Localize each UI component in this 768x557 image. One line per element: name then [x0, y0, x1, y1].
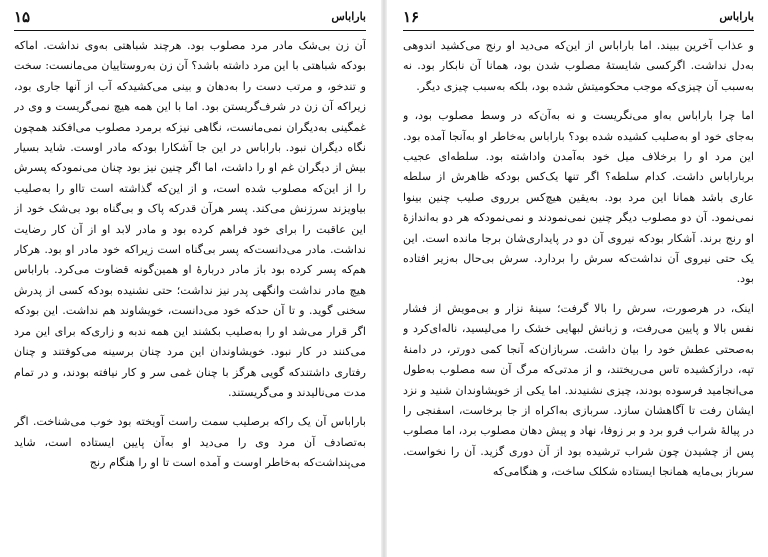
right-page-header — [403, 8, 754, 30]
left-page — [0, 0, 381, 557]
right-running-head: باراباس — [719, 10, 754, 23]
right-page-body — [403, 36, 754, 552]
left-page-number: ۱۵ — [14, 8, 31, 26]
paragraph: و عذاب آخرین ببیند. اما باراباس از این‌که می‌دید او رنج می‌کشید اندوهی به‌دل نداشت. اگرکسی شایستهٔ مصلوب شدن بود، همانا آن نابکار بود. نه به‌سبب آن چیزی‌که موجب محکومیتش شده بود، بلکه به‌سبب چیزی دیگر. — [403, 39, 754, 93]
left-header-rule — [14, 30, 366, 31]
right-page-number: ۱۶ — [403, 8, 420, 26]
paragraph: آن زن بی‌شک مادر مرد مصلوب بود. هرچند شباهتی به‌وی نداشت. اما‌که بود‌که شباهتی با این مرد داشته باشد؟ آن زن به‌روستاییان می‌مانست: سخت و تندخو، و مرتب دست را به‌دهان و بینی می‌کشید‌که آب از آنها جاری بود، زیرا‌که آن زن در شرف‌گریستن بود. اما با این همه هیچ نمی‌گریست و وی در غمگینی به‌دیگران نمی‌مانست، نگاهی نیز‌که برمرد مصلوب می‌افکند همچون نگاه دیگران نبود. باراباس در این جا آشکارا بود‌که مادر اوست. شاید بسیار بیش از دیگران غم او را داشت، اما اگر چنین نیز بود چنان می‌نمود‌که پسرش را از این‌که مصلوب شده است، و از این‌که گذاشته است تااو را به‌صلیب بیاویزند سرزنش می‌کند. پسر هرآن قدرکه پاک و بی‌گناه بود بی‌شک خود از این عاقبت را برای خود فراهم کرده بود و مادر لابد او از آن کار رضایت نداشت. مادر می‌دانست‌که پسر بی‌گناه است زیرا‌که خود مادر او بود. هرکار هم‌که پسر کرده بود باز مادر دربارهٔ او همین‌گونه قضاوت می‌کرد. باراباس هیچ مادر نداشت وانگهی پدر نیز نداشت؛ حتی نشنیده بود‌که کسی از پدرش سخنی گوید. و تا آن حد‌که خود می‌دانست، خویشاوند هم نداشت. این بود‌که اگر قرار می‌شد او را به‌صلیب بکشند این همه ندبه و زاری‌که برای این مرد می‌کنند در کار نبود. خویشاوندان این مرد چنان برسینه می‌کوفتند و چنان رفتاری داشتند‌که گویی هرگز با چنان غمی سر و کار نیافته بودند، و در تمام مدت می‌نالیدند و می‌گریستند. — [14, 39, 366, 399]
left-page-header — [14, 8, 366, 30]
right-header-rule — [403, 30, 754, 31]
paragraph: اما چرا باراباس به‌او می‌نگریست و نه به‌آن‌که در وسط مصلوب بود، و به‌جای خود او به‌صلیب کشیده شده بود؟ باراباس به‌خاطر او به‌آنجا آمده بود. این مرد او را برخلاف میل خود به‌آمدن واداشته بود. سلطه‌ای عجیب برباراباس داشت. کدام سلطه؟ اگر تنها یک‌کس بود‌که ظاهرش از سلطه عاری باشد همانا این مرد بود. به‌یقین هیچ‌کس برروی صلیب چنین بینوا نمی‌نمود. آن دو مصلوب دیگر چنین نمی‌نمودند و نمی‌نمود‌که هر دو به‌اندازهٔ او رنج برند. آشکار بود‌که نیروی آن دو در پایداری‌شان برجا مانده است. این یک حتی نیروی آن نداشت‌که سرش را بردارد. سرش بی‌حال به‌زیر افتاده بود. — [403, 109, 754, 286]
paragraph: اینک، در هرصورت، سرش را بالا گرفت؛ سینهٔ نزار و بی‌مویش از فشار نفس بالا و پایین می‌رفت، و زبانش لبهایی خشک را می‌لیسید، ناله‌ای‌کرد و به‌صحتی عطش خود را بیان داشت. سربازان‌که آنجا کمی دورتر، در دامنهٔ تپه، درازکشیده تاس می‌ریختند، و از مدتی‌که مرگ آن سه مصلوب به‌طول می‌انجامید فرسوده بودند، چیزی نشنیدند. اما یکی از خویشاوندان شنید و نزد ایشان رفت تا آگاهشان سازد. سربازی به‌اکراه از جا برخاست، اسفنجی را در پیالهٔ شراب فرو برد و بر زوفا، نهاد و پیش دهان مصلوب برد، اما مصلوب پس از چشیدن چون شراب ترشیده بود از آن دوری گزید. آن را نخواست. سرباز بی‌مایه همانجا ایستاده شکلک ساخت، و هنگامی‌که — [403, 301, 754, 479]
left-page-body — [14, 36, 366, 552]
left-running-head: باراباس — [331, 10, 366, 23]
paragraph: باراباس آن یک را‌که برصلیب سمت راست آویخته بود خوب می‌شناخت. اگر به‌تصادف آن مرد وی را می‌دید او به‌آن پایین ایستاده است، شاید می‌پنداشت‌که به‌خاطر اوست و آمده است تا او را هنگام رنج — [14, 415, 366, 470]
right-page — [387, 0, 768, 557]
